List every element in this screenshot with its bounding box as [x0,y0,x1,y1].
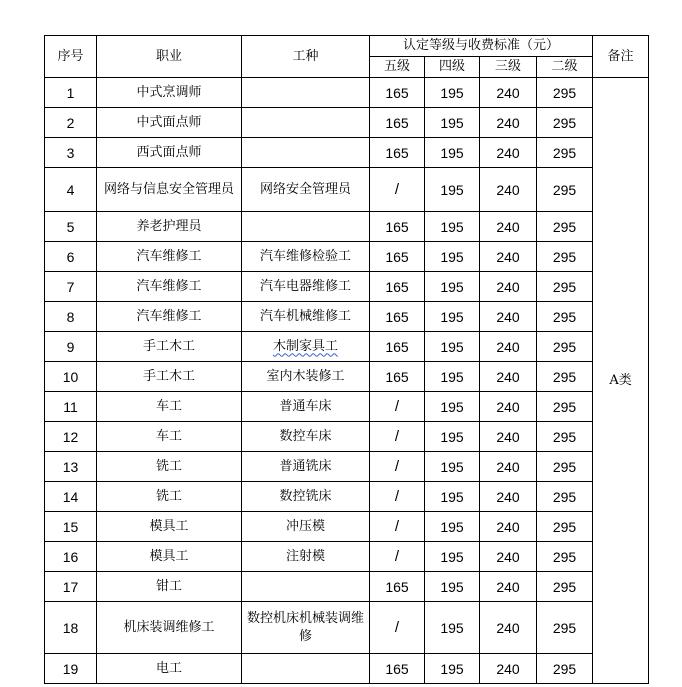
fee-l3-cell: 240 [480,168,537,212]
fee-l2-cell: 295 [537,512,593,542]
fee-l2-cell: 295 [537,138,593,168]
fee-l4-cell: 195 [425,138,480,168]
work-type-cell [242,108,370,138]
row-number: 7 [45,272,97,302]
table-row [45,78,649,108]
table-row [45,212,649,242]
row-number: 10 [45,362,97,392]
table-row [45,482,649,512]
occupation-cell: 汽车维修工 [97,272,242,302]
fee-l4-cell: 195 [425,542,480,572]
fee-l5-cell: 165 [370,654,425,684]
fee-l5-cell: / [370,512,425,542]
fee-l2-cell: 295 [537,272,593,302]
row-number: 4 [45,168,97,212]
fee-l3-cell: 240 [480,512,537,542]
fee-l3-cell: 240 [480,242,537,272]
fee-l2-cell: 295 [537,302,593,332]
row-number: 14 [45,482,97,512]
fee-l3-cell: 240 [480,332,537,362]
occupation-cell: 网络与信息安全管理员 [97,168,242,212]
fee-l3-cell: 240 [480,602,537,654]
fee-l5-cell: 165 [370,78,425,108]
row-number: 19 [45,654,97,684]
work-type-cell: 普通车床 [242,392,370,422]
fee-l5-cell: 165 [370,302,425,332]
fee-l4-cell: 195 [425,242,480,272]
table-row [45,392,649,422]
fee-l4-cell: 195 [425,572,480,602]
fee-l4-cell: 195 [425,654,480,684]
occupation-cell: 汽车维修工 [97,242,242,272]
fee-l4-cell: 195 [425,512,480,542]
work-type-cell [242,654,370,684]
fee-l2-cell: 295 [537,452,593,482]
table-row [45,512,649,542]
occupation-cell: 电工 [97,654,242,684]
header-level-3: 三级 [480,57,537,78]
fee-l2-cell: 295 [537,108,593,138]
fee-l5-cell: / [370,168,425,212]
table-row [45,272,649,302]
table-row [45,572,649,602]
fee-l4-cell: 195 [425,302,480,332]
fee-l2-cell: 295 [537,332,593,362]
table-row [45,422,649,452]
occupation-cell: 铣工 [97,452,242,482]
table-body [45,78,649,684]
header-remark: 备注 [593,36,649,78]
table-row [45,362,649,392]
fee-l4-cell: 195 [425,482,480,512]
work-type-cell: 数控机床机械装调维修 [242,602,370,654]
work-type-cell: 注射模 [242,542,370,572]
table-row [45,302,649,332]
fee-l2-cell: 295 [537,392,593,422]
fee-l3-cell: 240 [480,212,537,242]
fee-l5-cell: / [370,392,425,422]
fee-l2-cell: 295 [537,168,593,212]
fee-l5-cell: 165 [370,242,425,272]
work-type-cell: 汽车电器维修工 [242,272,370,302]
row-number: 12 [45,422,97,452]
table-row [45,452,649,482]
fee-l3-cell: 240 [480,572,537,602]
fee-l3-cell: 240 [480,138,537,168]
table-row [45,542,649,572]
occupation-cell: 模具工 [97,542,242,572]
row-number: 17 [45,572,97,602]
table-row [45,654,649,684]
header-level-5: 五级 [370,57,425,78]
work-type-cell [242,212,370,242]
fee-l4-cell: 195 [425,362,480,392]
fee-l5-cell: 165 [370,362,425,392]
row-number: 15 [45,512,97,542]
table-row [45,332,649,362]
work-type-cell: 室内木装修工 [242,362,370,392]
fee-standard-table [44,35,649,684]
fee-l5-cell: 165 [370,272,425,302]
fee-l2-cell: 295 [537,422,593,452]
occupation-cell: 手工木工 [97,362,242,392]
fee-l4-cell: 195 [425,272,480,302]
table-row [45,138,649,168]
fee-l5-cell: 165 [370,212,425,242]
work-type-cell: 木制家具工 [242,332,370,362]
work-type-cell [242,138,370,168]
fee-l2-cell: 295 [537,572,593,602]
fee-l2-cell: 295 [537,362,593,392]
fee-l3-cell: 240 [480,108,537,138]
row-number: 18 [45,602,97,654]
fee-l3-cell: 240 [480,272,537,302]
fee-l4-cell: 195 [425,78,480,108]
header-work-type: 工种 [242,36,370,78]
work-type-cell: 普通铣床 [242,452,370,482]
occupation-cell: 钳工 [97,572,242,602]
fee-l5-cell: 165 [370,572,425,602]
occupation-cell: 机床装调维修工 [97,602,242,654]
occupation-cell: 养老护理员 [97,212,242,242]
row-number: 13 [45,452,97,482]
header-occupation: 职业 [97,36,242,78]
fee-l2-cell: 295 [537,654,593,684]
work-type-cell: 数控铣床 [242,482,370,512]
header-level-2: 二级 [537,57,593,78]
occupation-cell: 铣工 [97,482,242,512]
fee-l2-cell: 295 [537,242,593,272]
occupation-cell: 中式面点师 [97,108,242,138]
work-type-cell: 汽车维修检验工 [242,242,370,272]
fee-l3-cell: 240 [480,482,537,512]
fee-l5-cell: / [370,542,425,572]
remark-cell: A类 [593,78,649,684]
fee-l2-cell: 295 [537,542,593,572]
fee-l4-cell: 195 [425,332,480,362]
fee-l3-cell: 240 [480,654,537,684]
fee-l3-cell: 240 [480,542,537,572]
fee-l5-cell: / [370,452,425,482]
table-row [45,242,649,272]
table-row [45,108,649,138]
fee-l4-cell: 195 [425,602,480,654]
occupation-cell: 模具工 [97,512,242,542]
fee-l5-cell: 165 [370,108,425,138]
row-number: 2 [45,108,97,138]
row-number: 11 [45,392,97,422]
fee-l3-cell: 240 [480,392,537,422]
work-type-cell: 冲压模 [242,512,370,542]
fee-l2-cell: 295 [537,212,593,242]
row-number: 5 [45,212,97,242]
fee-l3-cell: 240 [480,452,537,482]
fee-l4-cell: 195 [425,168,480,212]
row-number: 16 [45,542,97,572]
fee-l3-cell: 240 [480,302,537,332]
work-type-cell: 数控车床 [242,422,370,452]
table-row [45,168,649,212]
occupation-cell: 西式面点师 [97,138,242,168]
work-type-cell [242,78,370,108]
fee-l4-cell: 195 [425,212,480,242]
fee-l3-cell: 240 [480,78,537,108]
fee-l5-cell: / [370,482,425,512]
occupation-cell: 车工 [97,392,242,422]
work-type-cell: 网络安全管理员 [242,168,370,212]
header-level-4: 四级 [425,57,480,78]
fee-l4-cell: 195 [425,422,480,452]
fee-l2-cell: 295 [537,482,593,512]
fee-l3-cell: 240 [480,422,537,452]
occupation-cell: 车工 [97,422,242,452]
fee-l2-cell: 295 [537,602,593,654]
row-number: 1 [45,78,97,108]
table-row [45,602,649,654]
work-type-cell [242,572,370,602]
occupation-cell: 中式烹调师 [97,78,242,108]
row-number: 3 [45,138,97,168]
fee-l4-cell: 195 [425,392,480,422]
fee-l4-cell: 195 [425,452,480,482]
fee-l5-cell: / [370,422,425,452]
occupation-cell: 汽车维修工 [97,302,242,332]
row-number: 9 [45,332,97,362]
row-number: 6 [45,242,97,272]
work-type-cell: 汽车机械维修工 [242,302,370,332]
fee-l2-cell: 295 [537,78,593,108]
header-seq: 序号 [45,36,97,78]
header-level-group: 认定等级与收费标准（元） [370,36,593,57]
fee-l5-cell: / [370,602,425,654]
fee-l4-cell: 195 [425,108,480,138]
row-number: 8 [45,302,97,332]
fee-l5-cell: 165 [370,332,425,362]
occupation-cell: 手工木工 [97,332,242,362]
fee-l3-cell: 240 [480,362,537,392]
fee-l5-cell: 165 [370,138,425,168]
